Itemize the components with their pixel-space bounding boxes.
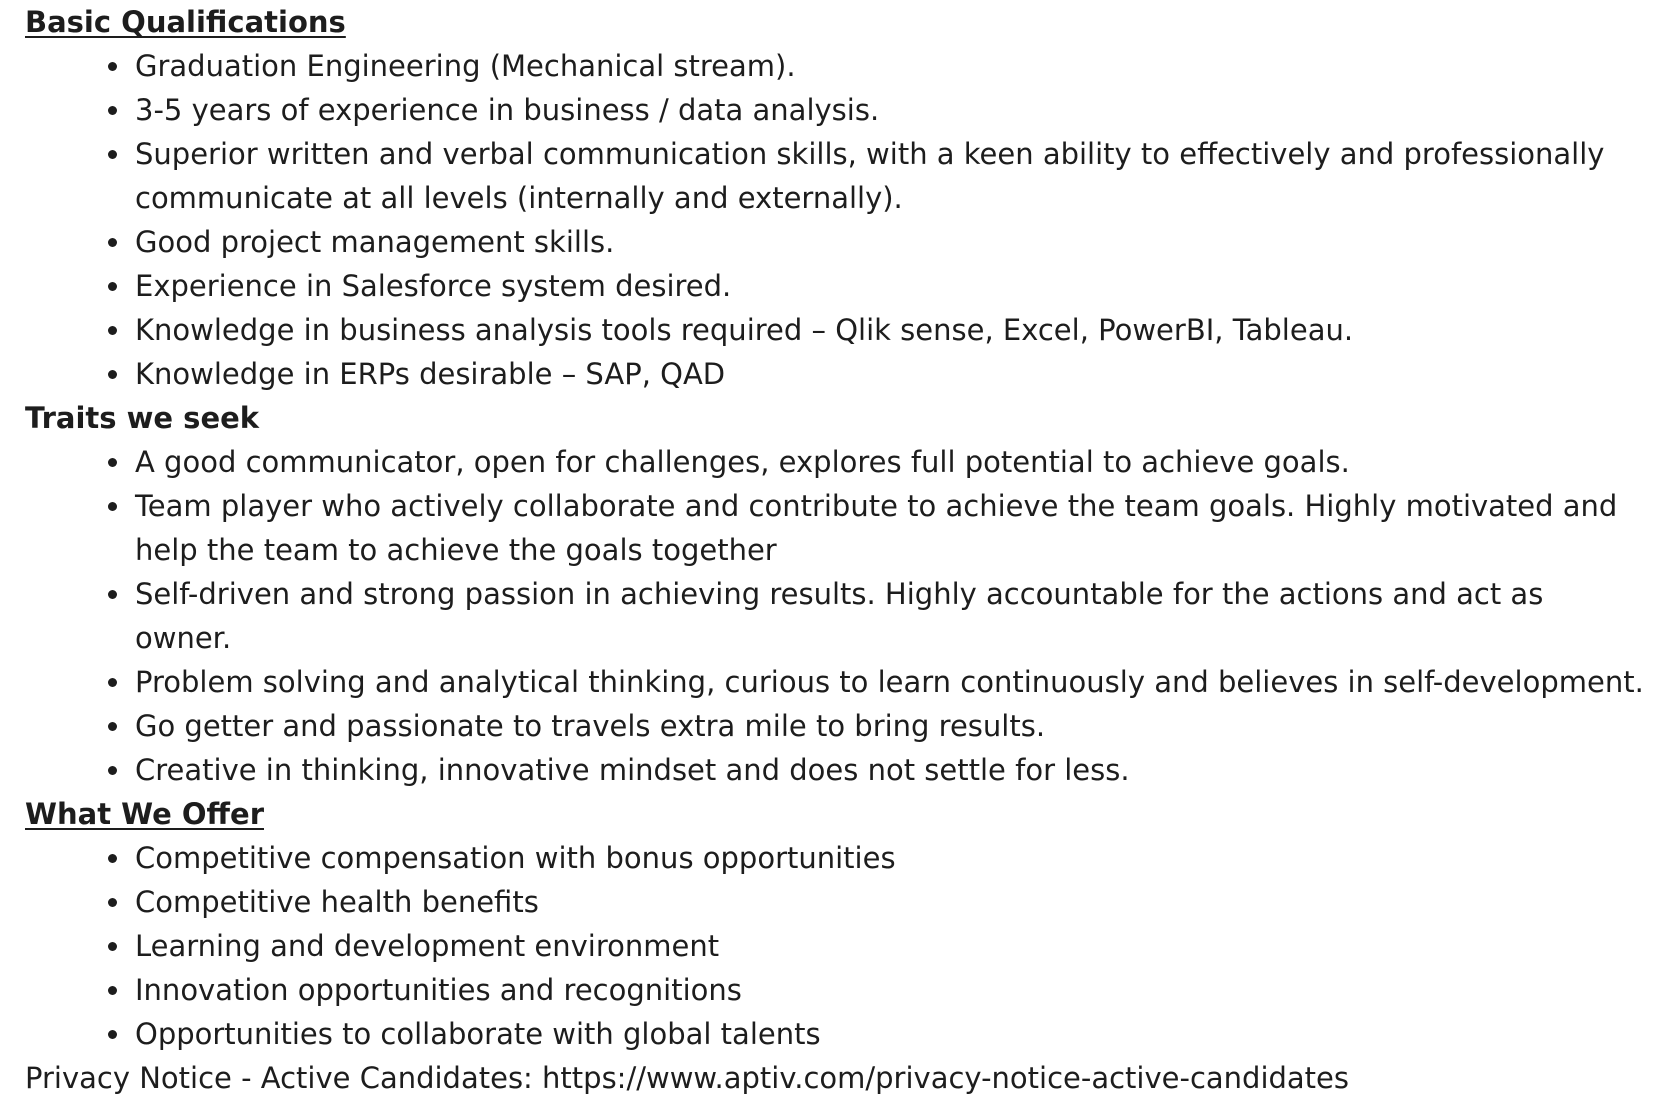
list-item: Graduation Engineering (Mechanical stream). (135, 49, 796, 83)
list-item: Superior written and verbal communication skills, with a keen ability to effectively and professionally communicate at all levels (internally and externally). (135, 137, 1605, 215)
traits-list (25, 440, 1645, 792)
list-item: Knowledge in ERPs desirable – SAP, QAD (135, 357, 726, 391)
traits-heading: Traits we seek (25, 401, 260, 435)
basic-qualifications-heading: Basic Qualifications (25, 5, 346, 39)
list-item: Knowledge in business analysis tools required – Qlik sense, Excel, PowerBI, Tableau. (135, 313, 1354, 347)
list-item: Competitive health benefits (135, 885, 539, 919)
privacy-notice-label: Privacy Notice - Active Candidates: (25, 1061, 543, 1095)
basic-qualifications-list (25, 44, 1645, 396)
list-item: Go getter and passionate to travels extra mile to bring results. (135, 709, 1046, 743)
list-item: Opportunities to collaborate with global talents (135, 1017, 821, 1051)
what-we-offer-list (25, 836, 1645, 1056)
list-item: Team player who actively collaborate and contribute to achieve the team goals. Highly motivated and help the team to achieve the goals together (135, 489, 1618, 567)
list-item: 3-5 years of experience in business / data analysis. (135, 93, 880, 127)
privacy-notice-link[interactable]: https://www.aptiv.com/privacy-notice-active-candidates (542, 1061, 1350, 1095)
privacy-notice (25, 1056, 1645, 1100)
list-item: Experience in Salesforce system desired. (135, 269, 732, 303)
list-item: Creative in thinking, innovative mindset and does not settle for less. (135, 753, 1130, 787)
list-item: Problem solving and analytical thinking, curious to learn continuously and believes in self-development. (135, 665, 1644, 699)
list-item: Competitive compensation with bonus opportunities (135, 841, 896, 875)
what-we-offer-heading: What We Offer (25, 797, 264, 831)
list-item: Self-driven and strong passion in achieving results. Highly accountable for the actions and act as owner. (135, 577, 1544, 655)
list-item: Good project management skills. (135, 225, 615, 259)
list-item: Innovation opportunities and recognitions (135, 973, 742, 1007)
list-item: Learning and development environment (135, 929, 720, 963)
list-item: A good communicator, open for challenges, explores full potential to achieve goals. (135, 445, 1350, 479)
